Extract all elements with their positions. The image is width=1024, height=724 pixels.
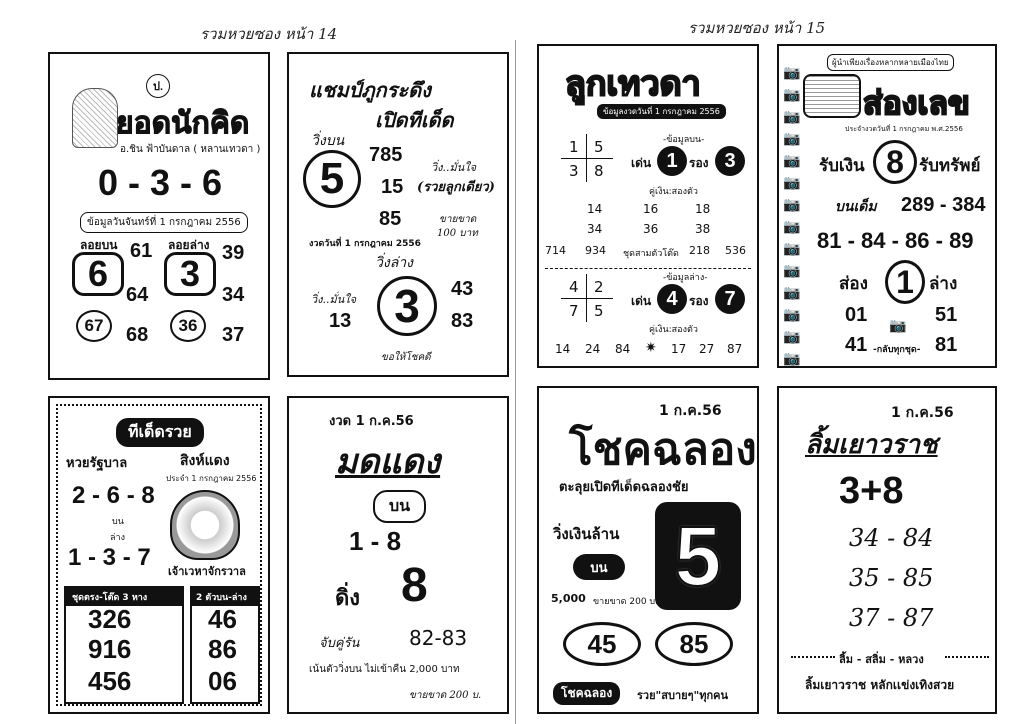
num-41: 41 bbox=[845, 334, 868, 356]
luck-label: ขอให้โชคดี bbox=[381, 352, 431, 363]
big-5-box bbox=[655, 502, 741, 610]
camera-icon: 📷 bbox=[783, 65, 801, 81]
num-83: 83 bbox=[451, 310, 474, 332]
title-line2: เปิดทีเด็ด bbox=[375, 108, 454, 132]
pair-num: 14 bbox=[587, 202, 603, 216]
lang-label: ล่าง bbox=[110, 533, 125, 543]
lion-illustration bbox=[170, 490, 240, 560]
price-label: 100 บาท bbox=[437, 228, 478, 239]
big-top-box: 6 bbox=[72, 252, 124, 296]
camera-icon: 📷 bbox=[783, 109, 801, 125]
confident-label: วิ่ง..มั่นใจ bbox=[431, 161, 477, 174]
camera-icon: 📷 bbox=[783, 131, 801, 147]
double-numbers: 82-83 bbox=[409, 626, 468, 650]
card-title: ส่องเลข bbox=[863, 85, 970, 121]
triple-label: ชุดสามตัวโต๊ด bbox=[623, 249, 679, 259]
camera-icon: 📷 bbox=[783, 263, 801, 279]
camera-strip-icon bbox=[783, 64, 803, 367]
gov-label: หวยรัฐบาล bbox=[66, 456, 128, 471]
camera-icon: 📷 bbox=[783, 329, 801, 345]
card-title: ยอดนักคิด bbox=[116, 107, 250, 140]
num-81: 81 bbox=[935, 334, 958, 356]
triple-num: 714 bbox=[545, 244, 566, 257]
pair-num: 16 bbox=[643, 202, 659, 216]
main-numbers: 0 - 3 - 6 bbox=[98, 162, 223, 203]
line-2: 35 - 85 bbox=[849, 564, 934, 592]
col1-value: 326 bbox=[88, 604, 132, 634]
rong-num-2: 7 bbox=[715, 284, 745, 314]
video-camera-icon bbox=[803, 74, 861, 118]
top-label: -ข้อมูลบน- bbox=[663, 135, 705, 145]
label-loybon: ลอยบน bbox=[80, 238, 118, 252]
big-3-circle: 3 bbox=[377, 276, 437, 336]
money-label: 5,000 bbox=[551, 592, 586, 605]
page-header-right: รวมหวยซอง หน้า 15 bbox=[688, 19, 826, 37]
grid-cell: 5 bbox=[594, 138, 604, 156]
lion-label: สิงห์แดง bbox=[180, 453, 230, 469]
big-8-circle: 8 bbox=[873, 140, 917, 184]
motto-line: ลิ้ม - สลิ่ม - หลวง bbox=[839, 653, 924, 666]
label-loylang: ลอยล่าง bbox=[168, 238, 210, 252]
rong-label: รอง bbox=[689, 156, 709, 170]
num-45-oval: 45 bbox=[563, 622, 641, 666]
big-5-circle: 5 bbox=[303, 150, 361, 208]
pair-num: 38 bbox=[695, 222, 711, 236]
num-85-oval: 85 bbox=[655, 622, 733, 666]
big-bottom-box: 3 bbox=[164, 252, 216, 296]
million-label: วิ่งเงินล้าน bbox=[553, 525, 620, 543]
sale-label: ขายขาด bbox=[439, 214, 477, 225]
grid-cell: 8 bbox=[594, 162, 604, 180]
num-36-circle: 36 bbox=[170, 310, 206, 342]
pair-num: 14 bbox=[555, 342, 571, 356]
page-header-left: รวมหวยซอง หน้า 14 bbox=[200, 25, 338, 43]
card-yodnakkid bbox=[48, 52, 270, 380]
footer-logo: โชคฉลอง bbox=[553, 682, 620, 705]
pair-num: 27 bbox=[699, 342, 715, 356]
grid-cell: 3 bbox=[569, 162, 579, 180]
col1-value: 916 bbox=[88, 634, 132, 664]
pair-num: 18 bbox=[695, 202, 711, 216]
grid-bottom bbox=[561, 274, 613, 322]
camera-icon: 📷 bbox=[889, 318, 907, 334]
camera-icon: 📷 bbox=[783, 307, 801, 323]
num-85: 85 bbox=[379, 208, 402, 230]
card-chok-chalong bbox=[537, 386, 759, 714]
col2-value: 86 bbox=[208, 634, 237, 664]
pair-num: 17 bbox=[671, 342, 687, 356]
subtitle: ตะลุยเปิดทีเด็ดฉลองชัย bbox=[559, 480, 689, 495]
card-song-lek bbox=[777, 44, 997, 368]
num-68: 68 bbox=[126, 324, 149, 346]
note-line: เน้นตัววิ่งบน ไม่เข้าคืน 2,000 บาท bbox=[309, 664, 460, 675]
ding-label: ดิ่ง bbox=[335, 585, 361, 610]
title-line1: แชมป์ภูกระดึง bbox=[309, 78, 431, 102]
num-785: 785 bbox=[369, 144, 403, 166]
camera-icon: 📷 bbox=[783, 175, 801, 191]
ding-number: 8 bbox=[401, 559, 428, 612]
camera-icon: 📷 bbox=[783, 351, 801, 367]
grid-cell: 1 bbox=[569, 138, 579, 156]
pair-label-2: คู่เงิน:สองตัว bbox=[649, 325, 698, 335]
triple-num: 934 bbox=[585, 244, 606, 257]
camera-icon: 📷 bbox=[783, 197, 801, 213]
num-01: 01 bbox=[845, 304, 868, 326]
grid-top bbox=[561, 134, 613, 182]
bon-badge: บน bbox=[573, 554, 625, 580]
card-title: ลิ้มเยาวราช bbox=[805, 430, 938, 460]
price-line: ขายขาด 200 บ. bbox=[409, 690, 482, 701]
card-title: โชคฉลอง bbox=[569, 425, 757, 474]
big-1-circle: 1 bbox=[885, 260, 925, 304]
bottom-label: -ข้อมูลล่าง- bbox=[663, 273, 708, 283]
triple-num: 536 bbox=[725, 244, 746, 257]
date-line: ข้อมูลวันจันทร์ที่ 1 กรกฎาคม 2556 bbox=[80, 212, 248, 233]
line-3: 37 - 87 bbox=[849, 604, 934, 632]
grid-cell: 2 bbox=[594, 278, 604, 296]
master-label: เจ้าเวหาจักรวาล bbox=[168, 565, 246, 578]
grid-cell: 7 bbox=[569, 302, 579, 320]
date-line: 1 ก.ค.56 bbox=[891, 405, 954, 421]
grid-cell: 4 bbox=[569, 278, 579, 296]
camera-icon: 📷 bbox=[783, 285, 801, 301]
rich-label: (รวยลูกเดียว) bbox=[417, 180, 495, 195]
col2-label: 2 ตัวบน-ล่าง bbox=[192, 588, 258, 606]
title-banner: ทีเด็ดรวย bbox=[116, 418, 204, 447]
num-37: 37 bbox=[222, 324, 245, 346]
num-51: 51 bbox=[935, 304, 958, 326]
num-289-384: 289 - 384 bbox=[901, 194, 986, 216]
pair-num: 36 bbox=[643, 222, 659, 236]
pair-num: 84 bbox=[615, 342, 631, 356]
card-mod-daeng bbox=[287, 396, 509, 714]
num-43: 43 bbox=[451, 278, 474, 300]
date-banner: ข้อมูลงวดวันที่ 1 กรกฎาคม 2556 bbox=[597, 104, 726, 119]
motto-decoration bbox=[945, 656, 989, 658]
date-line: ประจำ 1 กรกฎาคม 2556 bbox=[166, 474, 257, 483]
footer-text: รวย"สบายๆ"ทุกคน bbox=[637, 689, 729, 702]
card-lim-yaowarat bbox=[777, 386, 997, 714]
double-label: จับคู่รัน bbox=[319, 636, 360, 651]
date-line: 1 ก.ค.56 bbox=[659, 403, 722, 419]
camera-icon: 📷 bbox=[783, 87, 801, 103]
bon-oval: บน bbox=[373, 490, 426, 523]
receive-label: รับเงิน bbox=[819, 156, 865, 175]
lead-num: 1 bbox=[657, 146, 687, 176]
num-64: 64 bbox=[126, 284, 149, 306]
grid-cell: 5 bbox=[594, 302, 604, 320]
star-icon: ✷ bbox=[645, 340, 657, 356]
bottom-numbers: 1 - 3 - 7 bbox=[68, 544, 151, 571]
num-row: 81 - 84 - 86 - 89 bbox=[817, 228, 974, 253]
bon-label: บนเด็ม bbox=[835, 199, 877, 215]
main-combo: 3+8 bbox=[839, 470, 904, 512]
num-67-circle: 67 bbox=[76, 310, 112, 342]
author-line: อ.ชิน ฟ้าบันดาล ( หลานเทวดา ) bbox=[120, 144, 261, 155]
lead-label-2: เด่น bbox=[631, 294, 652, 308]
line-1: 34 - 84 bbox=[849, 524, 934, 552]
triple-num: 218 bbox=[689, 244, 710, 257]
date-line: งวด 1 ก.ค.56 bbox=[329, 414, 414, 429]
motto-decoration bbox=[791, 656, 835, 658]
wing-lang-label: วิ่งล่าง bbox=[375, 255, 413, 271]
date-line: ประจำงวดวันที่ 1 กรกฎาคม พ.ศ.2556 bbox=[845, 125, 963, 133]
date-line: งวดวันที่ 1 กรกฎาคม 2556 bbox=[309, 239, 421, 249]
big-5: 5 bbox=[674, 508, 722, 603]
card-theedet-ruay bbox=[48, 396, 270, 714]
pair-numbers: 1 - 8 bbox=[349, 526, 402, 556]
lang-label: ล่าง bbox=[929, 274, 958, 293]
top-banner: ผู้นำเพียงเรื่องหลากหลายเมืองไทย bbox=[827, 54, 954, 71]
col1-label: ชุดตรง-โต๊ด 3 หาง bbox=[66, 588, 182, 606]
col1-value: 456 bbox=[88, 666, 132, 696]
spread-divider bbox=[515, 40, 516, 724]
sale-label: ขายขาด 200 บ. bbox=[593, 597, 659, 607]
pair-num: 34 bbox=[587, 222, 603, 236]
card-title: ลูกเทวดา bbox=[565, 65, 701, 103]
rong-label-2: รอง bbox=[689, 294, 709, 308]
song-label: ส่อง bbox=[839, 274, 868, 293]
card-title: มดแดง bbox=[335, 442, 441, 482]
pair-num: 24 bbox=[585, 342, 601, 356]
num-39: 39 bbox=[222, 242, 245, 264]
camera-icon: 📷 bbox=[783, 241, 801, 257]
lead-num-2: 4 bbox=[657, 284, 687, 314]
card-champ-phukradueng bbox=[287, 52, 509, 377]
pair-label: คู่เงิน:สองตัว bbox=[649, 187, 698, 197]
asset-label: รับทรัพย์ bbox=[919, 156, 981, 175]
num-34: 34 bbox=[222, 284, 245, 306]
bon-label: บน bbox=[112, 517, 124, 527]
col2-value: 06 bbox=[208, 666, 237, 696]
num-61: 61 bbox=[130, 240, 153, 262]
camera-icon: 📷 bbox=[783, 219, 801, 235]
col2-value: 46 bbox=[208, 604, 237, 634]
pair-num: 87 bbox=[727, 342, 743, 356]
top-numbers: 2 - 6 - 8 bbox=[72, 482, 155, 509]
rong-num: 3 bbox=[715, 146, 745, 176]
dotted-divider bbox=[545, 268, 751, 269]
person-illustration bbox=[72, 88, 118, 148]
title-badge: ป. bbox=[146, 74, 170, 98]
wing-bon-label: วิ่งบน bbox=[311, 133, 345, 149]
flip-label: -กลับทุกชุด- bbox=[873, 345, 921, 355]
confident2-label: วิ่ง..มั่นใจ bbox=[311, 293, 357, 306]
num-15: 15 bbox=[381, 176, 404, 198]
lead-label: เด่น bbox=[631, 156, 652, 170]
num-13: 13 bbox=[329, 310, 352, 332]
card-luk-thewada bbox=[537, 44, 759, 368]
camera-icon: 📷 bbox=[783, 153, 801, 169]
footer-line: ลิ้มเยาวราช หลักเเข่งเทิงสวย bbox=[805, 678, 955, 692]
